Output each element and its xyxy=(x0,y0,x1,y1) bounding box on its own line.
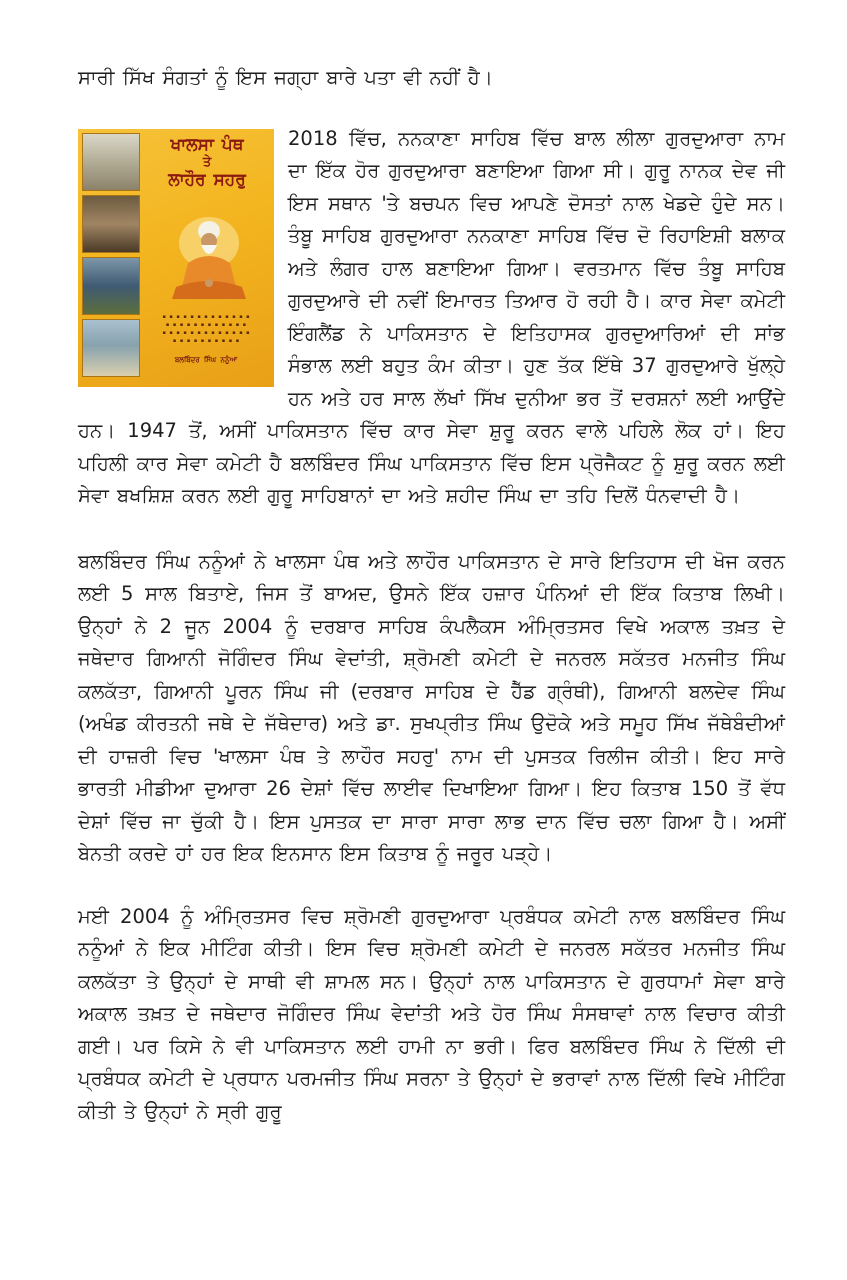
book-title-line-2: ਤੇ xyxy=(202,154,212,170)
book-title-line-1: ਖਾਲਸਾ ਪੰਥ xyxy=(170,134,244,155)
book-author: ਬਲਬਿੰਦਰ ਸਿੰਘ ਨਨੂੰਆਂ xyxy=(174,356,238,364)
paragraph-1-text: 2018 ਵਿੱਚ, ਨਨਕਾਣਾ ਸਾਹਿਬ ਵਿੱਚ ਬਾਲ ਲੀਲਾ ਗੁਰਦੁਆਰਾ ਨਾਮ ਦਾ ਇੱਕ ਹੋਰ ਗੁਰਦੁਆਰਾ ਬਣਾਇਆ ਗਿਆ ਸੀ। ਗੁਰੂ ਨਾਨਕ ਦੇਵ ਜੀ ਇਸ ਸਥਾਨ 'ਤੇ ਬਚਪਨ ਵਿਚ ਆਪਣੇ ਦੋਸਤਾਂ ਨਾਲ ਖੇਡਦੇ ਹੁੰਦੇ ਸਨ। ਤੰਬੂ ਸਾਹਿਬ ਗੁਰਦੁਆਰਾ ਨਨਕਾਣਾ ਸਾਹਿਬ ਵਿੱਚ ਦੋ ਰਿਹਾਇਸ਼ੀ ਬਲਾਕ ਅਤੇ ਲੰਗਰ ਹਾਲ ਬਣਾਇਆ ਗਿਆ। ਵਰਤਮਾਨ ਵਿੱਚ ਤੰਬੂ ਸਾਹਿਬ ਗੁਰਦੁਆਰੇ ਦੀ ਨਵੀਂ ਇਮਾਰਤ ਤਿਆਰ ਹੋ ਰਹੀ ਹੈ। ਕਾਰ ਸੇਵਾ ਕਮੇਟੀ ਇੰਗਲੈਂਡ ਨੇ ਪਾਕਿਸਤਾਨ ਦੇ ਇਤਿਹਾਸਕ ਗੁਰਦੁਆਰਿਆਂ ਦੀ ਸਾਂਭ ਸੰਭਾਲ ਲਈ ਬਹੁਤ ਕੰਮ ਕੀਤਾ। ਹੁਣ ਤੱਕ ਇੱਥੇ 37 ਗੁਰਦੁਆਰੇ ਖੁੱਲ੍ਹੇ ਹਨ ਅਤੇ ਹਰ ਸਾਲ ਲੱਖਾਂ ਸਿੱਖ ਦੁਨੀਆ ਭਰ ਤੋਂ ਦਰਸ਼ਨਾਂ ਲਈ ਆਉਂਦੇ ਹਨ। 1947 ਤੋਂ, ਅਸੀਂ ਪਾਕਿਸਤਾਨ ਵਿੱਚ ਕਾਰ ਸੇਵਾ ਸ਼ੁਰੂ ਕਰਨ ਵਾਲੇ ਪਹਿਲੇ ਲੋਕ ਹਾਂ। ਇਹ ਪਹਿਲੀ ਕਾਰ ਸੇਵਾ ਕਮੇਟੀ ਹੈ ਬਲਬਿੰਦਰ ਸਿੰਘ ਪਾਕਿਸਤਾਨ ਵਿੱਚ ਇਸ ਪ੍ਰੋਜੈਕਟ ਨੂੰ ਸ਼ੁਰੂ ਕਰਨ ਲਈ ਸੇਵਾ ਬਖਸ਼ਿਸ਼ ਕਰਨ ਲਈ ਗੁਰੂ ਸਾਹਿਬਾਨਾਂ ਦਾ ਅਤੇ ਸ਼ਹੀਦ ਸਿੰਘ ਦਾ ਤਹਿ ਦਿਲੋਂ ਧੰਨਵਾਦੀ ਹੈ। xyxy=(78,126,785,507)
cover-photo-1 xyxy=(82,133,140,191)
intro-text: ਸਾਰੀ ਸਿੱਖ ਸੰਗਤਾਂ ਨੂੰ ਇਸ ਜਗ੍ਹਾ ਬਾਰੇ ਪਤਾ ਵੀ ਨਹੀਂ ਹੈ। xyxy=(78,66,493,89)
paragraph-1 xyxy=(78,123,785,513)
paragraph-3: ਮਈ 2004 ਨੂੰ ਅੰਮ੍ਰਿਤਸਰ ਵਿਚ ਸ਼੍ਰੋਮਣੀ ਗੁਰਦੁਆਰਾ ਪ੍ਰਬੰਧਕ ਕਮੇਟੀ ਨਾਲ ਬਲਬਿੰਦਰ ਸਿੰਘ ਨਨੂੰਆਂ ਨੇ ਇਕ ਮੀਟਿੰਗ ਕੀਤੀ। ਇਸ ਵਿਚ ਸ਼੍ਰੋਮਣੀ ਕਮੇਟੀ ਦੇ ਜਨਰਲ ਸਕੱਤਰ ਮਨਜੀਤ ਸਿੰਘ ਕਲਕੱਤਾ ਤੇ ਉਨ੍ਹਾਂ ਦੇ ਸਾਥੀ ਵੀ ਸ਼ਾਮਲ ਸਨ। ਉਨ੍ਹਾਂ ਨਾਲ ਪਾਕਿਸਤਾਨ ਦੇ ਗੁਰਧਾਮਾਂ ਸੇਵਾ ਬਾਰੇ ਅਕਾਲ ਤਖ਼ਤ ਦੇ ਜਥੇਦਾਰ ਜੋਗਿੰਦਰ ਸਿੰਘ ਵੇਦਾਂਤੀ ਅਤੇ ਹੋਰ ਸਿੰਘ ਸੰਸਥਾਵਾਂ ਨਾਲ ਵਿਚਾਰ ਕੀਤੀ ਗਈ। ਪਰ ਕਿਸੇ ਨੇ ਵੀ ਪਾਕਿਸਤਾਨ ਲਈ ਹਾਮੀ ਨਾ ਭਰੀ। ਫਿਰ ਬਲਬਿੰਦਰ ਸਿੰਘ ਨੇ ਦਿੱਲੀ ਦੀ ਪ੍ਰਬੰਧਕ ਕਮੇਟੀ ਦੇ ਪ੍ਰਧਾਨ ਪਰਮਜੀਤ ਸਿੰਘ ਸਰਨਾ ਤੇ ਉਨ੍ਹਾਂ ਦੇ ਭਰਾਵਾਂ ਨਾਲ ਦਿੱਲੀ ਵਿਖੇ ਮੀਟਿੰਗ ਕੀਤੀ ਤੇ ਉਨ੍ਹਾਂ ਨੇ ਸ੍ਰੀ ਗੁਰੂ xyxy=(78,904,785,1123)
book-cover-blurb: ▪ ▪ ▪ ▪ ▪ ▪ ▪ ▪ ▪ ▪ ▪ ▪ ▪ ▪ ▪ ▪ ▪ ▪ ▪ ▪ ▪ ▪ ▪ ▪ ▪ ▪ ▪ ▪ ▪ ▪ ▪ ▪ ▪ ▪ ▪ ▪ ▪ ▪ ▪ ▪ ▪ ▪ ▪ ▪ ▪ ▪ ▪ ▪ xyxy=(162,313,250,344)
cover-photo-3 xyxy=(82,257,140,315)
cover-photo-2 xyxy=(82,195,140,253)
book-cover-photos xyxy=(82,133,140,381)
book-title-line-3: ਲਾਹੌਰ ਸਹਰੁ xyxy=(168,169,246,190)
book-title xyxy=(142,135,272,191)
paragraph-2: ਬਲਬਿੰਦਰ ਸਿੰਘ ਨਨੂੰਆਂ ਨੇ ਖਾਲਸਾ ਪੰਥ ਅਤੇ ਲਾਹੌਰ ਪਾਕਿਸਤਾਨ ਦੇ ਸਾਰੇ ਇਤਿਹਾਸ ਦੀ ਖੋਜ ਕਰਨ ਲਈ 5 ਸਾਲ ਬਿਤਾਏ, ਜਿਸ ਤੋਂ ਬਾਅਦ, ਉਸਨੇ ਇੱਕ ਹਜ਼ਾਰ ਪੰਨਿਆਂ ਦੀ ਇੱਕ ਕਿਤਾਬ ਲਿਖੀ। ਉਨ੍ਹਾਂ ਨੇ 2 ਜੂਨ 2004 ਨੂੰ ਦਰਬਾਰ ਸਾਹਿਬ ਕੰਪਲੈਕਸ ਅੰਮ੍ਰਿਤਸਰ ਵਿਖੇ ਅਕਾਲ ਤਖ਼ਤ ਦੇ ਜਥੇਦਾਰ ਗਿਆਨੀ ਜੋਗਿੰਦਰ ਸਿੰਘ ਵੇਦਾਂਤੀ, ਸ਼੍ਰੋਮਣੀ ਕਮੇਟੀ ਦੇ ਜਨਰਲ ਸਕੱਤਰ ਮਨਜੀਤ ਸਿੰਘ ਕਲਕੱਤਾ, ਗਿਆਨੀ ਪੂਰਨ ਸਿੰਘ ਜੀ (ਦਰਬਾਰ ਸਾਹਿਬ ਦੇ ਹੈੱਡ ਗ੍ਰੰਥੀ), ਗਿਆਨੀ ਬਲਦੇਵ ਸਿੰਘ (ਅਖੰਡ ਕੀਰਤਨੀ ਜਥੇ ਦੇ ਜੱਥੇਦਾਰ) ਅਤੇ ਡਾ. ਸੁਖਪ੍ਰੀਤ ਸਿੰਘ ਉਦੋਕੇ ਅਤੇ ਸਮੂਹ ਸਿੱਖ ਜੱਥੇਬੰਦੀਆਂ ਦੀ ਹਾਜ਼ਰੀ ਵਿਚ 'ਖਾਲਸਾ ਪੰਥ ਤੇ ਲਾਹੌਰ ਸਹਰੁ' ਨਾਮ ਦੀ ਪੁਸਤਕ ਰਿਲੀਜ ਕੀਤੀ। ਇਹ ਸਾਰੇ ਭਾਰਤੀ ਮੀਡੀਆ ਦੁਆਰਾ 26 ਦੇਸ਼ਾਂ ਵਿੱਚ ਲਾਈਵ ਦਿਖਾਇਆ ਗਿਆ। ਇਹ ਕਿਤਾਬ 150 ਤੋਂ ਵੱਧ ਦੇਸ਼ਾਂ ਵਿੱਚ ਜਾ ਚੁੱਕੀ ਹੈ। ਇਸ ਪੁਸਤਕ ਦਾ ਸਾਰਾ ਸਾਰਾ ਲਾਭ ਦਾਨ ਵਿੱਚ ਚਲਾ ਗਿਆ ਹੈ। ਅਸੀਂ ਬੇਨਤੀ ਕਰਦੇ ਹਾਂ ਹਰ ਇਕ ਇਨਸਾਨ ਇਸ ਕਿਤਾਬ ਨੂੰ ਜਰੂਰ ਪੜ੍ਹੇ। xyxy=(78,549,785,865)
cover-photo-4 xyxy=(82,319,140,377)
book-cover-image xyxy=(78,129,274,387)
guru-portrait-illustration xyxy=(166,213,252,305)
